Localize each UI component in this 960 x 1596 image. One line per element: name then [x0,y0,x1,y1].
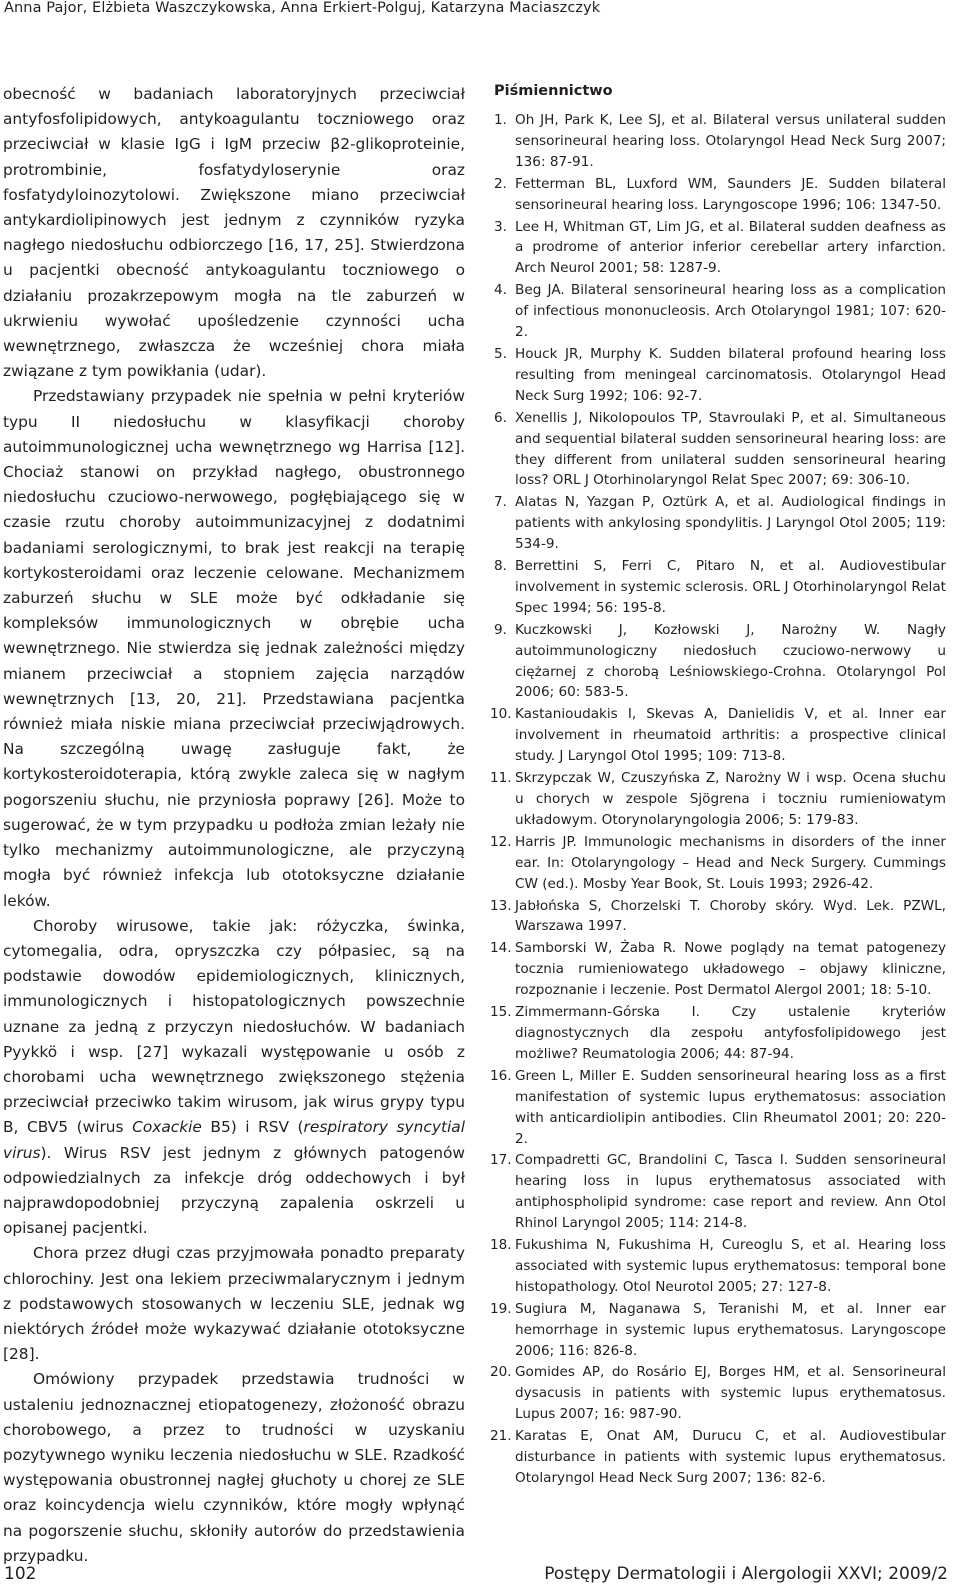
reference-text: Sugiura M, Naganawa S, Teranishi M, et al. Inner ear hemorrhage in systemic lupus erythematosus. Laryngoscope 2006; 116: 826-8. [515,1300,946,1359]
body-paragraph-1: obecność w badaniach laboratoryjnych przeciwciał antyfosfolipidowych, antykoagulantu toczniowego oraz przeciwciał w klasie IgG i IgM przeciw β2-glikoproteinie, protrombinie, fosfatydyloserynie oraz fosfatydyloinozytolowi. Zwiększone miano przeciwciał antykardiolipinowych jest jednym z czynników ryzyka nagłego niedosłuchu odbiorczego [16, 17, 25]. Stwierdzona u pacjentki obecność antykoagulantu toczniowego o działaniu prozakrzepowym mogła na tle zaburzeń w ukrwieniu wywołać upośledzenie czynności ucha wewnętrznego, zwłaszcza że wcześniej chora miała związane z tym powikłania (udar). [3,85,465,381]
reference-item [490,1066,946,1150]
reference-number: 3. [494,218,507,235]
reference-number: 19. [490,1300,512,1317]
virus-name-rsv: respiratory syncytial virus [3,1118,466,1162]
reference-number: 21. [490,1428,512,1445]
reference-text: Kastanioudakis I, Skevas A, Danielidis V, et al. Inner ear involvement in rheumatoid arthritis: a prospective clinical study. J Laryngol Otol 1995; 109: 713-8. [515,706,946,765]
reference-item [490,896,946,938]
running-header-authors: Anna Pajor, Elżbieta Waszczykowska, Anna Erkiert-Polguj, Katarzyna Maciaszczyk [4,0,601,16]
reference-item [490,832,946,895]
references-title: Piśmiennictwo [494,83,613,99]
reference-number: 4. [494,282,507,299]
reference-text: Lee H, Whitman GT, Lim JG, et al. Bilateral sudden deafness as a prodrome of anterior inferior cerebellar artery infarction. Arch Neurol 2001; 58: 1287-9. [515,218,946,277]
body-paragraph-4: Chora przez długi czas przyjmowała ponadto preparaty chlorochiny. Jest ona lekiem przeciwmalarycznym i jednym z podstawowych stosowanych w leczeniu SLE, jednak wg niektórych źródeł może wykazywać działanie ototoksyczne [28]. [3,1244,465,1364]
reference-number: 15. [490,1004,512,1021]
reference-item [494,217,946,280]
reference-number: 5. [494,345,507,362]
reference-number: 14. [490,940,512,957]
reference-item [494,620,946,704]
reference-number: 8. [494,558,507,575]
reference-number: 1. [494,112,507,128]
reference-item [494,492,946,555]
reference-number: 9. [494,621,507,638]
reference-text: Houck JR, Murphy K. Sudden bilateral profound hearing loss resulting from meningeal carcinomatosis. Otolaryngol Head Neck Surg 1992; 106: 92-7. [515,345,946,404]
reference-text: Gomides AP, do Rosário EJ, Borges HM, et al. Sensorineural dysacusis in patients with systemic lupus erythematosus. Lupus 2007; 16: 987-90. [515,1364,946,1423]
reference-item [494,408,946,492]
body-paragraph-5: Omówiony przypadek przedstawia trudności w ustaleniu jednoznacznej etiopatogenezy, złożoność obrazu chorobowego, a przez to trudności w uzyskaniu pozytywnego wyniku leczenia niedosłuchu w SLE. Rzadkość występowania obustronnej nagłej głuchoty u chorej ze SLE oraz koincydencja wielu czynników, które mogły wpłynąć na pogorszenie słuchu, skłoniły autorów do przedstawienia przypadku. [3,1370,465,1565]
reference-number: 11. [490,770,512,787]
reference-number: 2. [494,175,507,192]
reference-item [490,1299,946,1362]
reference-text: Karatas E, Onat AM, Durucu C, et al. Audiovestibular disturbance in patients with systemic lupus erythematosus. Otolaryngol Head Neck Surg 2007; 136: 82-6. [515,1428,946,1486]
reference-number: 7. [494,494,507,511]
reference-item [490,1426,946,1489]
reference-number: 6. [494,409,507,426]
reference-text: Kuczkowski J, Kozłowski J, Narożny W. Nagły autoimmunologiczny niedosłuch czuciowo-nerwowy u ciężarnej z chorobą Leśniowskiego-Crohna. Otolaryngol Pol 2006; 60: 583-5. [515,621,946,701]
reference-text: Compadretti GC, Brandolini C, Tasca I. Sudden sensorineural hearing loss in lupus erythematosus associated with antiphospholipid syndrome: case report and review. Ann Otol Rhinol Laryngol 2005; 114: 214-8. [515,1152,946,1232]
reference-number: 20. [490,1364,512,1381]
page-number: 102 [4,1564,37,1584]
reference-text: Xenellis J, Nikolopoulos TP, Stavroulaki P, et al. Simultaneous and sequential bilateral sudden sensorineural hearing loss: are they different from unilateral sudden sensorineural hearing loss? ORL J Otorhinolaryngol Relat Spec 2007; 69: 306-10. [515,409,946,489]
reference-text: Berrettini S, Ferri C, Pitaro N, et al. Audiovestibular involvement in systemic sclerosis. ORL J Otorhinolaryngol Relat Spec 1994; 56: 195-8. [515,558,946,616]
body-paragraph-3-end: ). Wirus RSV jest jednym z głównych patogenów odpowiedzialnych za infekcje dróg oddechowych i był najprawdopodobniej przyczyną zapalenia oskrzeli u opisanej pacjentki. [3,1143,465,1238]
reference-item [494,174,946,216]
reference-item [490,768,946,831]
body-paragraph-3 [3,914,465,1242]
reference-text: Fetterman BL, Luxford WM, Saunders JE. Sudden bilateral sensorineural hearing loss. Laryngoscope 1996; 106: 1347-50. [515,175,946,213]
reference-number: 16. [490,1067,512,1084]
reference-item [494,110,946,173]
reference-number: 13. [490,897,512,914]
body-text-column [3,82,465,1569]
reference-text: Samborski W, Żaba R. Nowe poglądy na temat patogenezy tocznia rumieniowatego układowego – objawy kliniczne, rozpoznanie i leczenie. Post Dermatol Alergol 2001; 18: 5-10. [515,940,946,999]
reference-text: Jabłońska S, Chorzelski T. Choroby skóry. Wyd. Lek. PZWL, Warszawa 1997. [515,897,946,935]
reference-item [494,556,946,619]
journal-footer: Postępy Dermatologii i Alergologii XXVI; 2009/2 [544,1564,948,1584]
reference-item [494,344,946,407]
reference-text: Beg JA. Bilateral sensorineural hearing loss as a complication of infectious mononucleosis. Arch Otolaryngol 1981; 107: 620-2. [515,282,946,341]
reference-number: 17. [490,1152,512,1169]
body-paragraph-2: Przedstawiany przypadek nie spełnia w pełni kryteriów typu II niedosłuchu w klasyfikacji choroby autoimmunologicznej ucha wewnętrznego wg Harrisa [12]. Chociaż stanowi on przykład nagłego, obustronnego niedosłuchu czuciowo-nerwowego, pogłębiającego się w czasie rzutu choroby autoimmunizacyjnej z dodatnimi badaniami serologicznymi, to brak jest reakcji na terapię kortykosteroidami oraz leczenie celowane. Mechanizmem zaburzeń słuchu w SLE może być odkładanie się kompleksów immunologicznych w obrębie ucha wewnętrznego. Nie stwierdza się jednak zależności między mianem przeciwciał a stopniem zajęcia narządów wewnętrznych [13, 20, 21]. Przedstawiana pacjentka również miała niskie miana przeciwciał przeciwjądrowych. Na szczególną uwagę zasługuje fakt, że kortykosteroidoterapia, którą zwykle zaleca się w nagłym pogorszeniu słuchu, nie przyniosła poprawy [26]. Może to sugerować, że w tym przypadku u podłoża zmian leżały nie tylko mechanizmy autoimmunologiczne, ale przyczyną mogła być również infekcja lub ototoksyczne działanie leków. [3,387,465,910]
reference-text: Oh JH, Park K, Lee SJ, et al. Bilateral versus unilateral sudden sensorineural hearing loss. Otolaryngol Head Neck Surg 2007; 136: 87-91. [515,112,946,170]
reference-number: 18. [490,1237,512,1254]
reference-list [490,110,946,1489]
reference-item [490,1235,946,1298]
reference-text: Harris JP. Immunologic mechanisms in disorders of the inner ear. In: Otolaryngology – Head and Neck Surgery. Cummings CW (ed.). Mosby Year Book, St. Louis 1993; 2926-42. [515,833,946,892]
reference-item [490,938,946,1001]
reference-item [490,1002,946,1065]
reference-item [490,1150,946,1234]
reference-text: Zimmermann-Górska I. Czy ustalenie kryteriów diagnostycznych dla zespołu antyfosfolipidowego jest możliwe? Reumatologia 2006; 44: 87-94. [515,1004,946,1062]
reference-text: Green L, Miller E. Sudden sensorineural hearing loss as a first manifestation of systemic lupus erythematosus: association with anticardiolipin antibodies. Clin Rheumatol 2001; 20: 220-2. [515,1067,946,1147]
reference-text: Fukushima N, Fukushima H, Cureoglu S, et al. Hearing loss associated with systemic lupus erythematosus: temporal bone histopathology. Otol Neurotol 2005; 27: 127-8. [515,1237,946,1295]
reference-text: Skrzypczak W, Czuszyńska Z, Narożny W i wsp. Ocena słuchu u chorych w zespole Sjögrena i toczniu rumieniowatym układowym. Otorynolaryngologia 2006; 5: 179-83. [515,770,946,828]
reference-text: Alatas N, Yazgan P, Oztürk A, et al. Audiological findings in patients with ankylosing spondylitis. J Laryngol Otol 2005; 119: 534-9. [515,494,946,553]
references-column [490,83,946,1490]
reference-item [490,1362,946,1425]
reference-number: 12. [490,833,512,850]
reference-number: 10. [490,706,512,723]
reference-item [490,704,946,767]
body-paragraph-3-mid: B5) i RSV ( [201,1118,304,1137]
body-paragraph-3-start: Choroby wirusowe, takie jak: różyczka, świnka, cytomegalia, odra, opryszczka czy półpasiec, są na podstawie dowodów epidemiologicznych, klinicznych, immunologicznych i histopatologicznych powszechnie uznane za jedną z przyczyn niedosłuchów. W badaniach Pyykkö i wsp. [27] wykazali występowanie u osób z chorobami ucha wewnętrznego zwiększonego stężenia przeciwciał przeciwko takim wirusom, jak wirus grypy typu B, CBV5 (wirus [3,916,465,1137]
virus-name-coxackie: Coxackie [132,1118,202,1137]
reference-item [494,280,946,343]
